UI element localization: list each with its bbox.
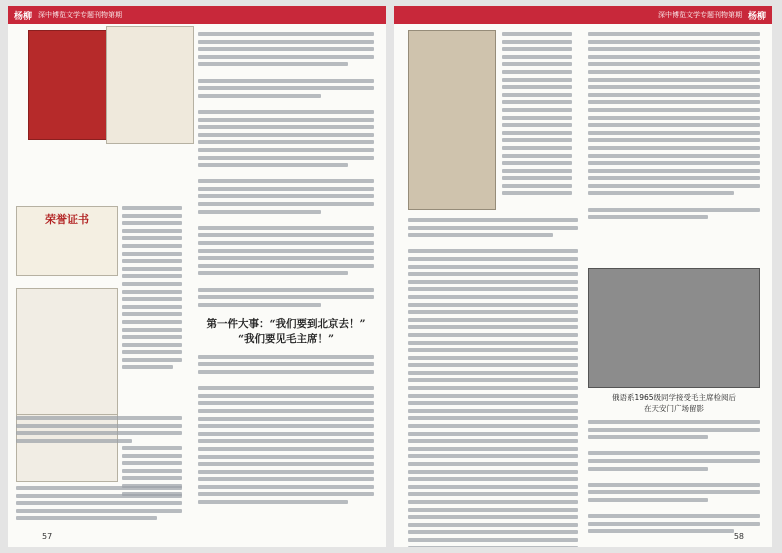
magazine-logo: 杨柳	[14, 11, 33, 22]
photo-caption-line-2: 在天安门广场留影	[644, 404, 704, 413]
certificate-photo-2	[16, 288, 118, 416]
magazine-logo: 杨柳	[747, 11, 766, 22]
honor-certificate-photo	[16, 206, 118, 276]
left-column-text-4	[16, 486, 182, 520]
photo-caption-line-1: 俄语系1965级同学接受毛主席检阅后	[611, 393, 737, 402]
diploma-document-photo	[106, 26, 194, 144]
photo-caption	[588, 392, 760, 414]
right-first-column-bottom	[408, 218, 578, 547]
section-heading: 第一件大事：“我们要到北京去！”	[206, 317, 366, 330]
header-subtitle: 深中博览文学专题刊物第期	[38, 11, 123, 19]
right-second-column	[588, 32, 760, 219]
page-number: 57	[42, 532, 53, 541]
transcript-photo	[408, 30, 496, 210]
group-photo	[588, 268, 760, 388]
right-second-column-bottom	[588, 420, 760, 533]
left-page-header	[8, 6, 386, 24]
left-column-text	[122, 206, 182, 369]
certificate-title: 荣誉证书	[45, 213, 89, 226]
right-page-header	[394, 6, 772, 24]
left-column-text-2	[16, 416, 182, 443]
diploma-photo	[28, 30, 108, 140]
left-page	[8, 6, 386, 547]
right-page	[394, 6, 772, 547]
header-subtitle: 深中博览文学专题刊物第期	[657, 11, 742, 19]
right-first-column	[502, 32, 572, 195]
section-heading-2: “我们要见毛主席！”	[237, 332, 335, 345]
left-main-column	[198, 32, 374, 504]
page-number: 58	[733, 532, 744, 541]
